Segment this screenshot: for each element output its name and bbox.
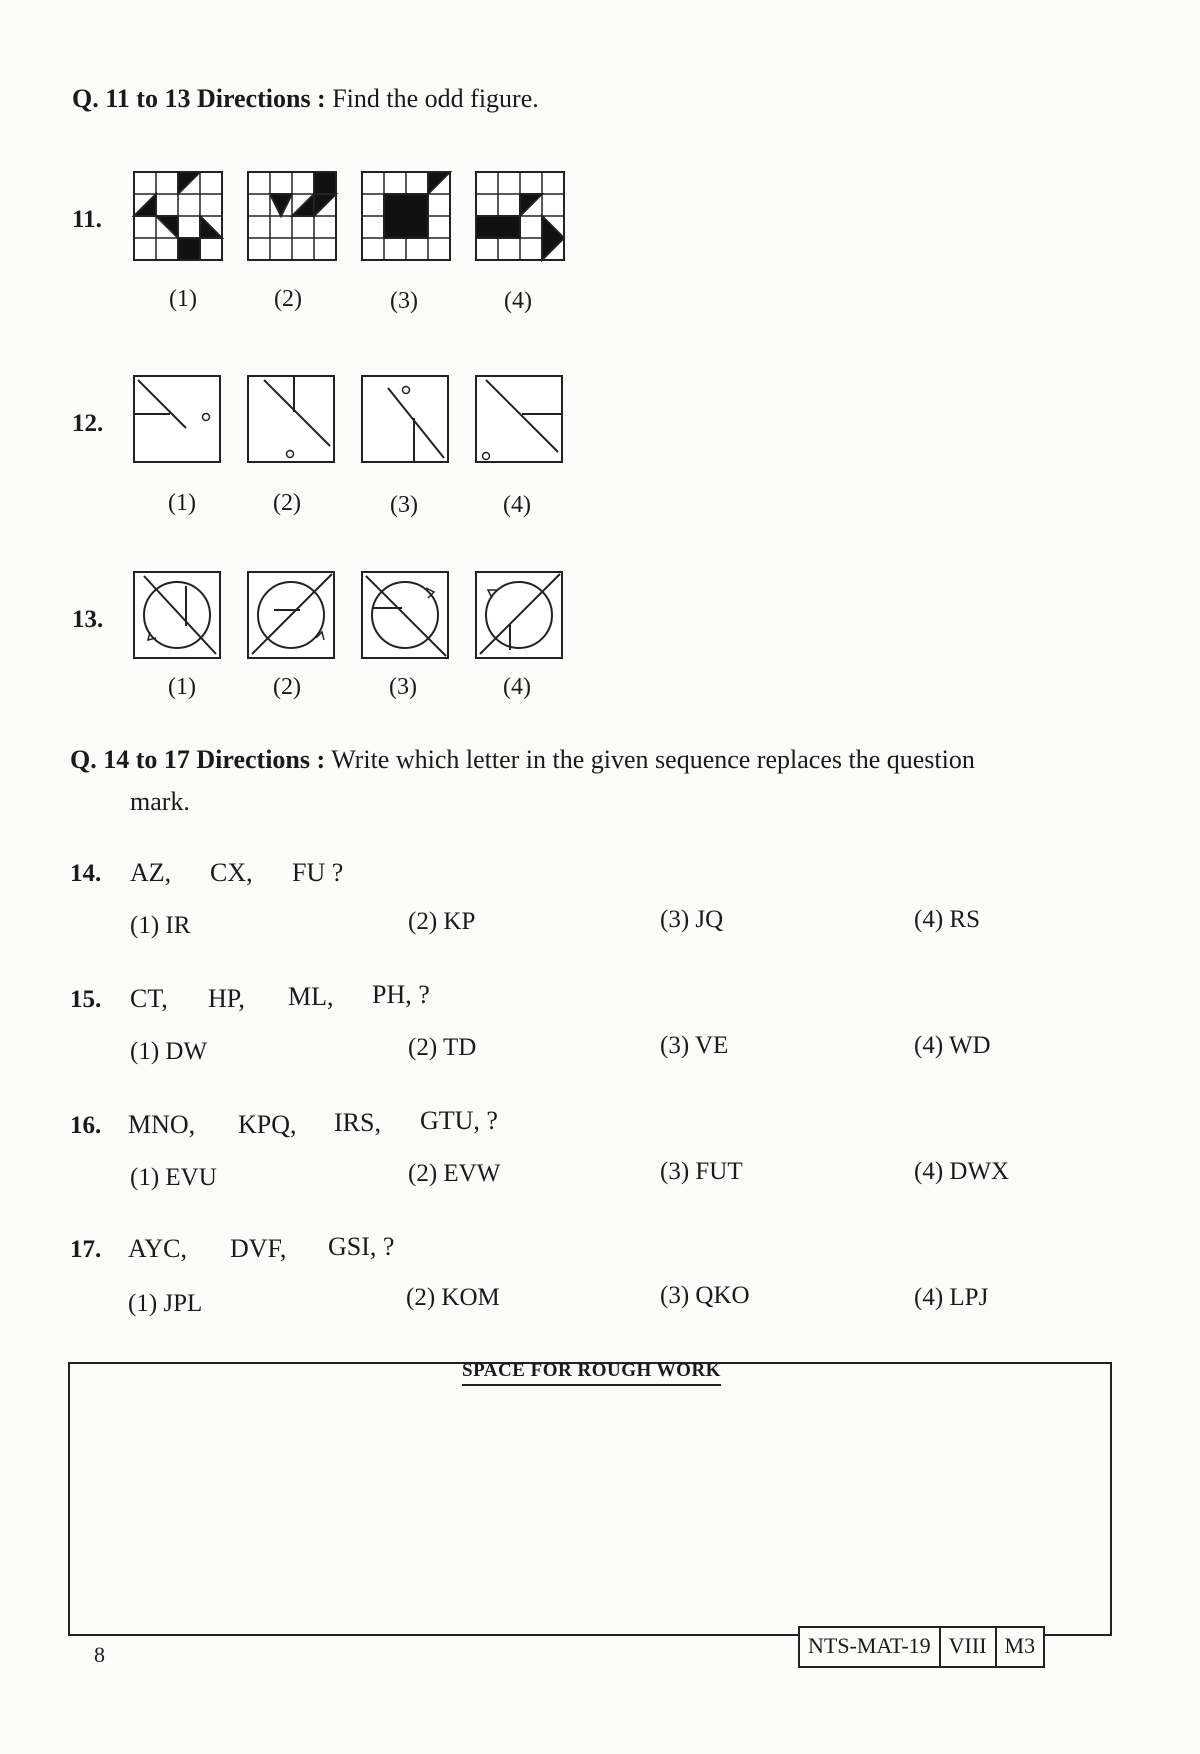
sequence-term: GSI, ? <box>328 1232 395 1261</box>
sequence-term: AZ, <box>130 858 172 887</box>
q17-option-4[interactable]: (4) LPJ <box>914 1284 989 1311</box>
question-number: 14. <box>70 860 102 887</box>
question-number: 17. <box>70 1236 102 1263</box>
sequence-term: CX, <box>210 858 253 887</box>
q12-option-4[interactable]: (4) <box>503 492 531 518</box>
q12-figures <box>130 372 570 472</box>
q17-option-3[interactable]: (3) QKO <box>660 1282 750 1309</box>
q12-option-1[interactable]: (1) <box>168 490 196 516</box>
q12-figure-3 <box>362 376 448 462</box>
q11-figure-2 <box>248 172 336 260</box>
sequence-term: MNO, <box>128 1110 196 1139</box>
q15-option-2[interactable]: (2) TD <box>408 1034 477 1061</box>
rough-work-title: SPACE FOR ROUGH WORK <box>462 1360 721 1386</box>
q11-figures <box>130 168 570 268</box>
directions-q11-13 <box>72 78 539 120</box>
class-code: VIII <box>939 1628 995 1666</box>
q17-option-2[interactable]: (2) KOM <box>406 1284 500 1311</box>
q13-option-1[interactable]: (1) <box>168 674 196 700</box>
sequence-term: IRS, <box>334 1108 381 1137</box>
q11-figure-3 <box>362 172 450 260</box>
directions-text: Find the odd figure. <box>332 84 539 113</box>
q17-option-1[interactable]: (1) JPL <box>128 1290 203 1317</box>
question-number: 12. <box>72 410 104 437</box>
q15-option-1[interactable]: (1) DW <box>130 1038 208 1065</box>
q12-figure-4 <box>476 376 562 462</box>
sequence-term: AYC, <box>128 1234 188 1263</box>
q14-option-4[interactable]: (4) RS <box>914 906 980 933</box>
q13-figure-1 <box>134 572 220 658</box>
question-number: 16. <box>70 1112 102 1139</box>
set-code: M3 <box>995 1628 1044 1666</box>
directions-q14-17 <box>70 739 1120 781</box>
sequence-term: HP, <box>208 984 245 1013</box>
q16-option-1[interactable]: (1) EVU <box>130 1164 217 1191</box>
sequence-term: GTU, ? <box>420 1106 498 1135</box>
sequence-term: DVF, <box>230 1234 287 1263</box>
directions-text: Write which letter in the given sequence replaces the question <box>331 745 975 774</box>
q13-option-4[interactable]: (4) <box>503 674 531 700</box>
q12-figure-1 <box>134 376 220 462</box>
q16-option-2[interactable]: (2) EVW <box>408 1160 501 1187</box>
directions-prefix: Q. 11 to 13 Directions : <box>72 84 326 113</box>
q15-option-4[interactable]: (4) WD <box>914 1032 991 1059</box>
q13-figure-4 <box>476 572 562 658</box>
q14-option-1[interactable]: (1) IR <box>130 912 191 939</box>
q11-option-3[interactable]: (3) <box>390 288 418 314</box>
question-number: 15. <box>70 986 102 1013</box>
q14-option-2[interactable]: (2) KP <box>408 908 476 935</box>
q13-option-3[interactable]: (3) <box>389 674 417 700</box>
rough-work-box <box>68 1362 1112 1636</box>
q12-figure-2 <box>248 376 334 462</box>
q13-figures <box>130 568 570 668</box>
q11-option-1[interactable]: (1) <box>169 286 197 312</box>
page-number: 8 <box>94 1642 105 1667</box>
sequence-term: PH, ? <box>372 980 430 1009</box>
q11-option-4[interactable]: (4) <box>504 288 532 314</box>
paper-code-box <box>798 1626 1045 1668</box>
q13-figure-2 <box>248 572 334 658</box>
q14-option-3[interactable]: (3) JQ <box>660 906 724 933</box>
q13-figure-3 <box>362 572 448 658</box>
q15-option-3[interactable]: (3) VE <box>660 1032 729 1059</box>
directions-continuation: mark. <box>130 787 190 816</box>
q12-option-2[interactable]: (2) <box>273 490 301 516</box>
sequence-term: FU ? <box>292 858 344 887</box>
q12-option-3[interactable]: (3) <box>390 492 418 518</box>
question-number: 11. <box>72 206 102 233</box>
q11-figure-1 <box>134 172 222 260</box>
question-number: 13. <box>72 606 104 633</box>
q13-option-2[interactable]: (2) <box>273 674 301 700</box>
sequence-term: ML, <box>288 982 334 1011</box>
q11-option-2[interactable]: (2) <box>274 286 302 312</box>
sequence-term: CT, <box>130 984 168 1013</box>
paper-code: NTS-MAT-19 <box>808 1633 931 1658</box>
q16-option-3[interactable]: (3) FUT <box>660 1158 743 1185</box>
q16-option-4[interactable]: (4) DWX <box>914 1158 1010 1185</box>
q11-figure-4 <box>476 172 564 260</box>
sequence-term: KPQ, <box>238 1110 297 1139</box>
directions-prefix: Q. 14 to 17 Directions : <box>70 745 326 774</box>
